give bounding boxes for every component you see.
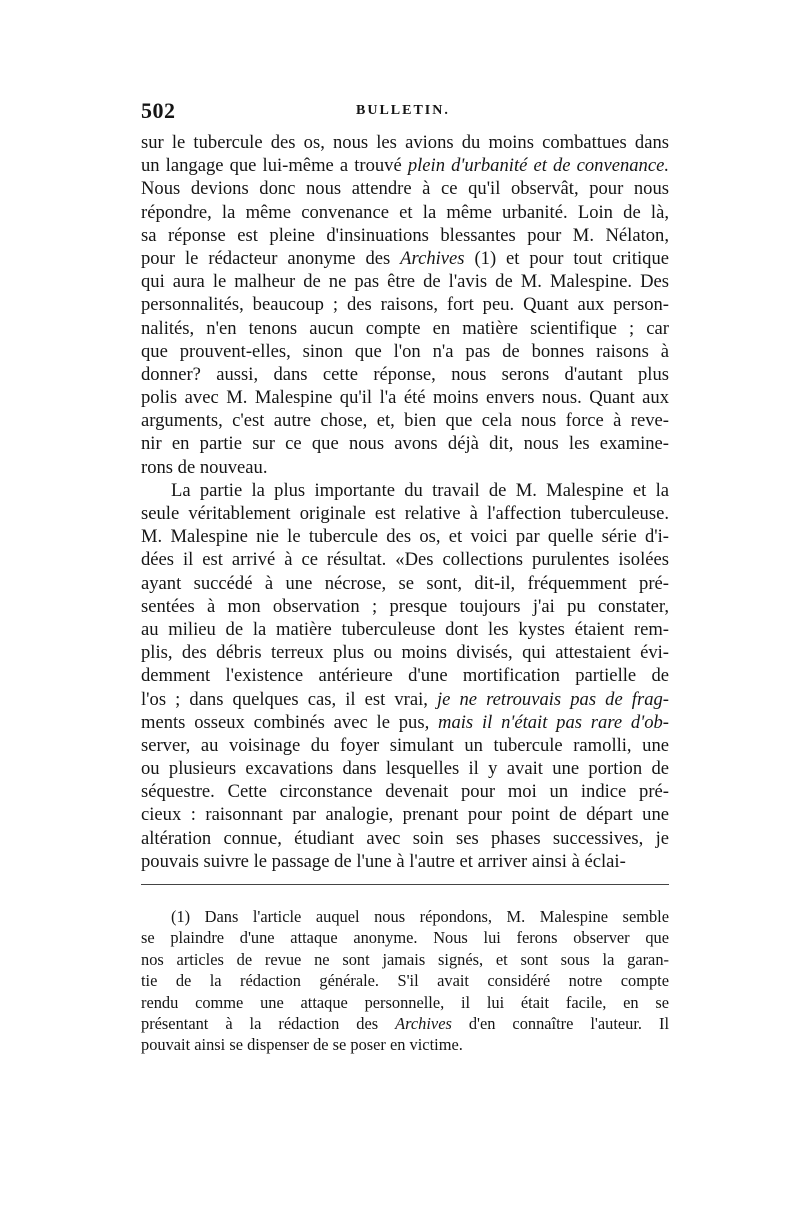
footnote-line: rendu comme une attaque personnelle, il lui était facile, en se	[141, 992, 669, 1012]
body-line: sur le tubercule des os, nous les avions du moins combattues dans	[141, 132, 669, 153]
body-line: ayant succédé à une nécrose, se sont, dit-il, fréquemment pré-	[141, 572, 669, 594]
body-line: dées il est arrivé à ce résultat. «Des collections purulentes isolées	[141, 549, 669, 571]
body-line: qui aura le malheur de ne pas être de l'avis de M. Malespine. Des	[141, 271, 669, 293]
running-head: BULLETIN.	[356, 103, 450, 118]
body-line: rons de nouveau.	[141, 456, 268, 478]
body-line: pour le rédacteur anonyme des Archives (1) et pour tout critique	[141, 247, 669, 269]
body-line: que prouvent-elles, sinon que l'on n'a pas de bonnes raisons à	[141, 340, 669, 362]
body-line: répondre, la même convenance et la même urbanité. Loin de là,	[141, 201, 669, 223]
footnote-rule	[141, 884, 669, 885]
footnote-line: tie de la rédaction générale. S'il avait considéré notre compte	[141, 971, 669, 991]
body-line: arguments, c'est autre chose, et, bien que cela nous force à reve-	[141, 410, 669, 432]
body-line: server, au voisinage du foyer simulant un tubercule ramolli, une	[141, 734, 669, 756]
body-line: séquestre. Cette circonstance devenait pour moi un indice pré-	[141, 781, 669, 803]
footnote-line: se plaindre d'une attaque anonyme. Nous lui ferons observer que	[141, 928, 669, 948]
body-line: pouvais suivre le passage de l'une à l'autre et arriver ainsi à éclai-	[141, 850, 626, 872]
body-line: sentées à mon observation ; presque toujours j'ai pu constater,	[141, 595, 669, 617]
body-line: polis avec M. Malespine qu'il l'a été moins envers nous. Quant aux	[141, 387, 669, 409]
body-line: personnalités, beaucoup ; des raisons, fort peu. Quant aux person-	[141, 294, 669, 316]
footnote-line: pouvait ainsi se dispenser de se poser en victime.	[141, 1035, 463, 1055]
body-line: ou plusieurs excavations dans lesquelles il y avait une portion de	[141, 758, 669, 780]
page-header	[141, 98, 669, 128]
body-line: altération connue, étudiant avec soin ses phases successives, je	[141, 827, 669, 849]
footnote-line: nos articles de revue ne sont jamais signés, et sont sous la garan-	[141, 949, 669, 969]
body-line: ments osseux combinés avec le pus, mais il n'était pas rare d'ob-	[141, 711, 669, 733]
page-number: 502	[141, 98, 176, 123]
body-line: seule véritablement originale est relative à l'affection tuberculeuse.	[141, 503, 669, 524]
body-line: nir en partie sur ce que nous avons déjà dit, nous les examine-	[141, 433, 669, 455]
body-line: l'os ; dans quelques cas, il est vrai, je ne retrouvais pas de frag-	[141, 688, 669, 710]
body-line: cieux : raisonnant par analogie, prenant pour point de départ une	[141, 804, 669, 826]
body-line: nalités, n'en tenons aucun compte en matière scientifique ; car	[141, 317, 669, 339]
body-line: M. Malespine nie le tubercule des os, et voici par quelle série d'i-	[141, 526, 669, 548]
body-line: au milieu de la matière tuberculeuse dont les kystes étaient rem-	[141, 618, 669, 640]
body-line: sa réponse est pleine d'insinuations blessantes pour M. Nélaton,	[141, 224, 669, 246]
body-line: donner? aussi, dans cette réponse, nous serons d'autant plus	[141, 363, 669, 385]
body-line: un langage que lui-même a trouvé plein d'urbanité et de convenance.	[141, 155, 669, 177]
body-line: La partie la plus importante du travail de M. Malespine et la	[171, 479, 669, 501]
body-line: Nous devions donc nous attendre à ce qu'il observât, pour nous	[141, 178, 669, 200]
footnote-line: (1) Dans l'article auquel nous répondons, M. Malespine semble	[171, 907, 669, 926]
body-text	[141, 131, 669, 873]
body-line: plis, des débris terreux plus ou moins divisés, qui attestaient évi-	[141, 642, 669, 664]
footnote	[141, 906, 669, 1056]
footnote-line: présentant à la rédaction des Archives d'en connaître l'auteur. Il	[141, 1013, 669, 1033]
body-line: demment l'existence antérieure d'une mortification partielle de	[141, 665, 669, 687]
